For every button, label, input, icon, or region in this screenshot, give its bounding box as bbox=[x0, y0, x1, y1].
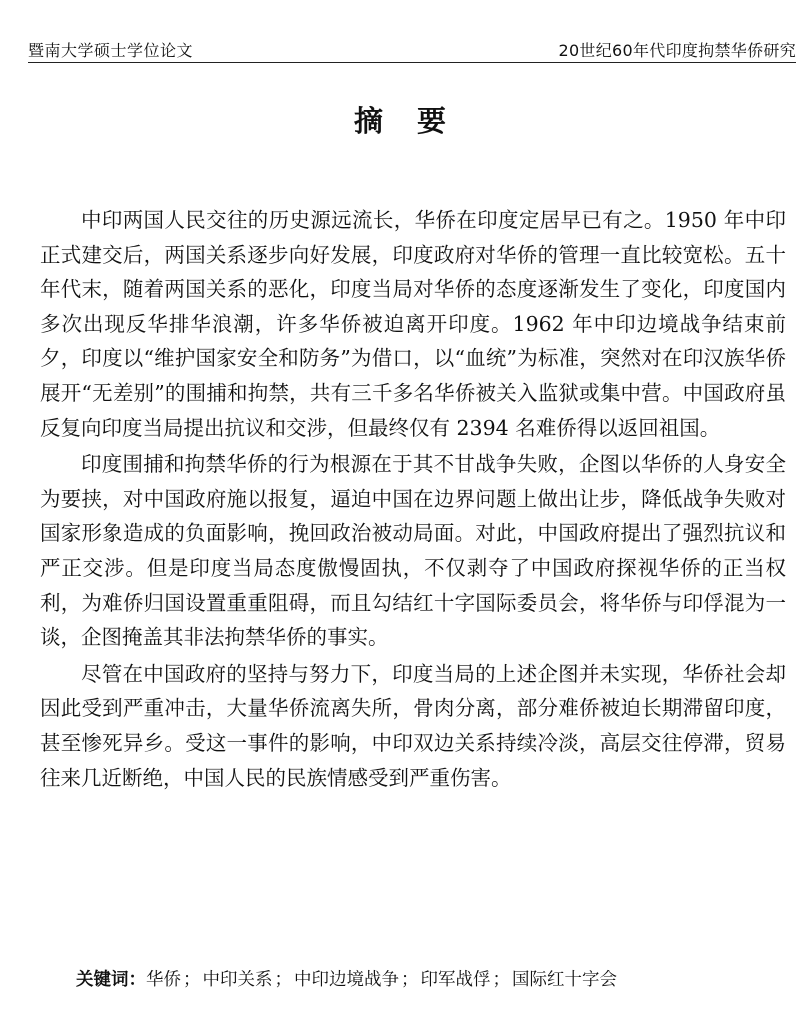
keywords-line bbox=[76, 966, 786, 991]
abstract-paragraph-3: 尽管在中国政府的坚持与努力下，印度当局的上述企图并未实现，华侨社会却因此受到严重冲击，大量华侨流离失所，骨肉分离，部分难侨被迫长期滞留印度，甚至惨死异乡。受这一事件的影响，中印双边关系持续冷淡，高层交往停滞，贸易往来几近断绝，中国人民的民族情感受到严重伤害。 bbox=[40, 661, 786, 790]
header-thesis-title: 20世纪60年代印度拘禁华侨研究 bbox=[558, 41, 796, 60]
header-university: 暨南大学硕士学位论文 bbox=[28, 41, 194, 60]
abstract-title: 摘 要 bbox=[353, 104, 459, 138]
keyword-item: 中印关系 bbox=[202, 970, 273, 990]
keywords-label: 关键词： bbox=[76, 970, 146, 990]
keyword-separator: ； bbox=[401, 970, 419, 990]
keyword-item: 华侨 bbox=[146, 970, 181, 990]
keyword-separator: ； bbox=[274, 970, 292, 990]
keyword-item: 国际红十字会 bbox=[512, 970, 617, 990]
abstract-paragraph-1: 中印两国人民交往的历史源远流长，华侨在印度定居早已有之。1950 年中印正式建交后，两国关系逐步向好发展，印度政府对华侨的管理一直比较宽松。五十年代末，随着两国关系的恶化，印度当局对华侨的态度逐渐发生了变化，印度国内多次出现反华排华浪潮，许多华侨被迫离开印度。1962 年中印边境战争结束前夕，印度以“维护国家安全和防务”为借口，以“血统”为标准，突然对在印汉族华侨展开“无差别”的围捕和拘禁，共有三千多名华侨被关入监狱或集中营。中国政府虽反复向印度当局提出抗议和交涉，但最终仅有 2394 名难侨得以返回祖国。 bbox=[40, 208, 786, 440]
keyword-separator: ； bbox=[492, 970, 510, 990]
abstract-body bbox=[40, 203, 786, 797]
abstract-paragraph-2: 印度围捕和拘禁华侨的行为根源在于其不甘战争失败，企图以华侨的人身安全为要挟，对中国政府施以报复，逼迫中国在边界问题上做出让步，降低战争失败对国家形象造成的负面影响，挽回政治被动局面。对此，中国政府提出了强烈抗议和严正交涉。但是印度当局态度傲慢固执，不仅剥夺了中国政府探视华侨的正当权利，为难侨归国设置重重阻碍，而且勾结红十字国际委员会，将华侨与印俘混为一谈，企图掩盖其非法拘禁华侨的事实。 bbox=[40, 452, 786, 650]
keyword-item: 印军战俘 bbox=[420, 970, 491, 990]
keyword-separator: ； bbox=[183, 970, 201, 990]
running-header bbox=[28, 36, 796, 63]
keyword-item: 中印边境战争 bbox=[294, 970, 399, 990]
